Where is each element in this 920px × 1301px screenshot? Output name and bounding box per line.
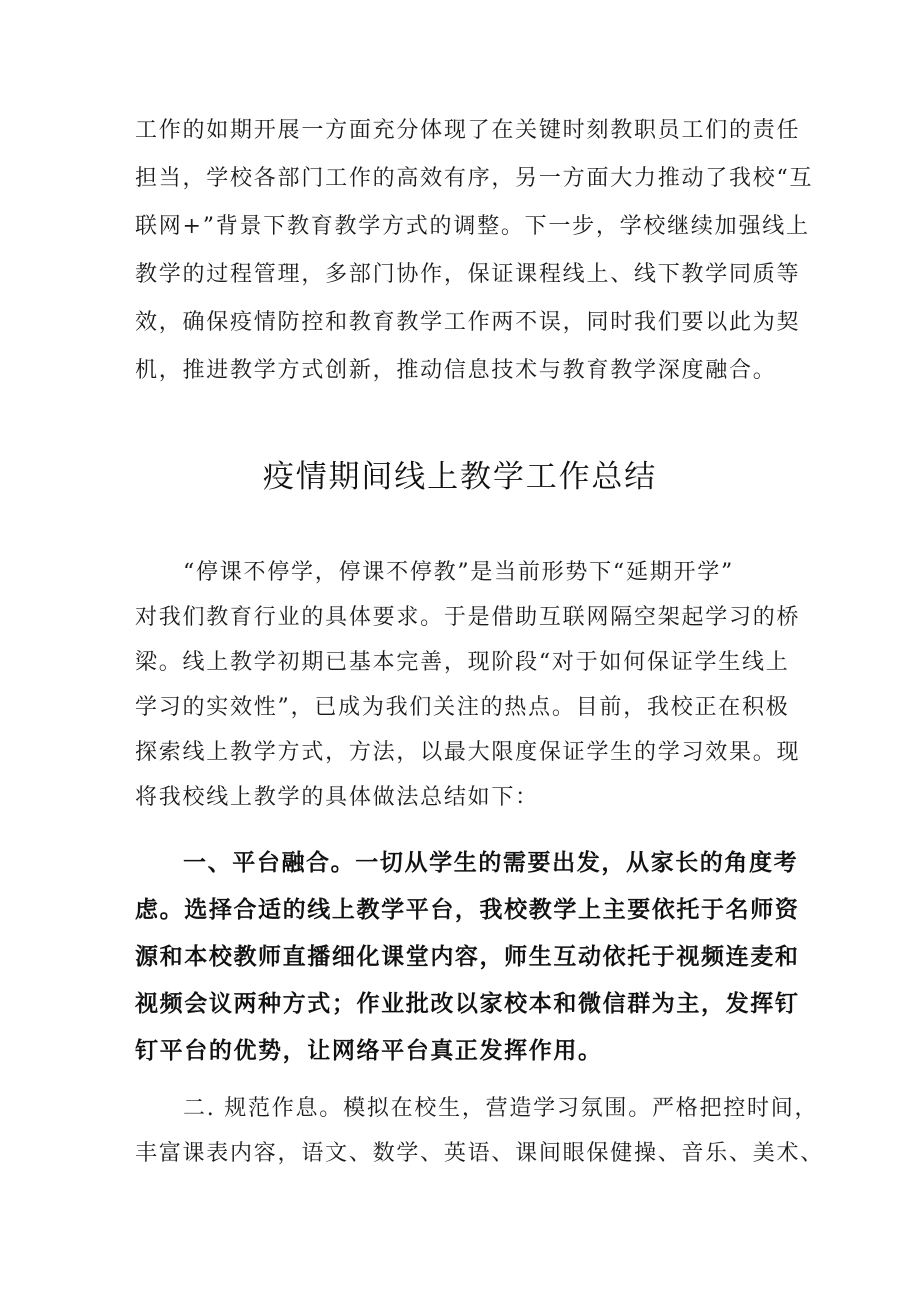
paragraph-line: 学习的实效性”，已成为我们关注的热点。目前，我校正在积极 (135, 695, 790, 720)
paragraph-line: 联网+”背景下教育教学方式的调整。下一步，学校继续加强线上 (135, 214, 810, 239)
section-line: 源和本校教师直播细化课堂内容，师生互动依托于视频连麦和 (135, 944, 800, 970)
paragraph-line: 探索线上教学方式，方法，以最大限度保证学生的学习效果。现 (135, 740, 801, 765)
paragraph-line: 梁。线上教学初期已基本完善，现阶段“对于如何保证学生线上 (135, 650, 790, 675)
paragraph-line: 将我校线上教学的具体做法总结如下： (135, 785, 539, 810)
section-line: 丰富课表内容，语文、数学、英语、课间眼保健操、音乐、美术、 (135, 1141, 825, 1166)
paragraph-line: 机，推进教学方式创新，推动信息技术与教育教学深度融合。 (135, 358, 777, 383)
section-line: 视频会议两种方式；作业批改以家校本和微信群为主，发挥钉 (135, 991, 800, 1017)
section-line: 钉平台的优势，让网络平台真正发挥作用。 (135, 1038, 603, 1064)
paragraph-line: 担当，学校各部门工作的高效有序，另一方面大力推动了我校“互 (135, 166, 814, 191)
section-line: 虑。选择合适的线上教学平台，我校教学上主要依托于名师资 (135, 897, 800, 923)
paragraph-line: 对我们教育行业的具体要求。于是借助互联网隔空架起学习的桥 (135, 605, 801, 630)
paragraph-line: 效，确保疫情防控和教育教学工作两不误，同时我们要以此为契 (135, 310, 801, 335)
section-heading-line: 一、平台融合。一切从学生的需要出发，从家长的角度考 (183, 850, 799, 876)
paragraph-line: 教学的过程管理，多部门协作，保证课程线上、线下教学同质等 (135, 262, 801, 287)
paragraph-line: 工作的如期开展一方面充分体现了在关键时刻教职员工们的责任 (135, 118, 801, 143)
paragraph-line: “停课不停学，停课不停教”是当前形势下“延期开学” (183, 560, 734, 585)
document-title: 疫情期间线上教学工作总结 (262, 459, 658, 495)
section-heading-line: 二. 规范作息。模拟在校生，营造学习氛围。严格把控时间， (183, 1096, 819, 1121)
